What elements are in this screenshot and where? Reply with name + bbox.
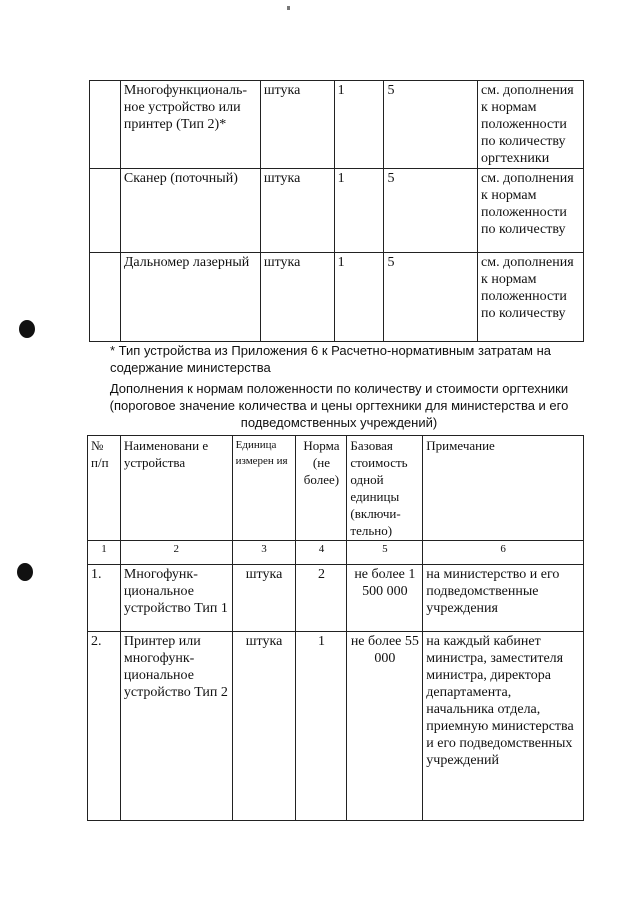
- table-row: [90, 253, 584, 342]
- header-note: Примечание: [423, 436, 584, 541]
- device-name-cell: Принтер или многофунк-циональное устройство Тип 2: [120, 632, 232, 821]
- column-number: 3: [232, 541, 296, 565]
- section-title: Дополнения к нормам положенности по количеству и стоимости оргтехники (пороговое значение количества и цены оргтехники для министерства и его подведомственных учреждений): [109, 381, 569, 430]
- unit-cell: штука: [260, 81, 334, 169]
- equipment-supplement-table: [87, 435, 584, 821]
- header-norm: Норма (не более): [296, 436, 347, 541]
- note-cell: см. дополнения к нормам положенности по количеству: [478, 169, 584, 253]
- table-row: [88, 632, 584, 821]
- header-price: Базовая стоимость одной единицы (включи-тельно): [347, 436, 423, 541]
- punch-hole-mark: [19, 320, 35, 338]
- price-cell: 5: [384, 253, 478, 342]
- table-row: [90, 169, 584, 253]
- note-cell: см. дополнения к нормам положенности по количеству: [478, 253, 584, 342]
- column-number: 6: [423, 541, 584, 565]
- header-number: № п/п: [88, 436, 121, 541]
- price-cell: не более 1 500 000: [347, 565, 423, 632]
- table-row: [90, 81, 584, 169]
- unit-cell: штука: [260, 169, 334, 253]
- row-number-cell: 1.: [88, 565, 121, 632]
- column-number: 1: [88, 541, 121, 565]
- device-name-cell: Дальномер лазерный: [120, 253, 260, 342]
- price-cell: 5: [384, 81, 478, 169]
- price-cell: не более 55 000: [347, 632, 423, 821]
- punch-hole-mark: [17, 563, 33, 581]
- device-name-cell: Многофункциональ-ное устройство или принтер (Тип 2)*: [120, 81, 260, 169]
- equipment-norms-table: [89, 80, 584, 342]
- norm-cell: 1: [334, 169, 384, 253]
- note-cell: см. дополнения к нормам положенности по количеству оргтехники: [478, 81, 584, 169]
- norm-cell: 2: [296, 565, 347, 632]
- scan-speck: [287, 6, 290, 10]
- norm-cell: 1: [334, 81, 384, 169]
- unit-cell: штука: [232, 632, 296, 821]
- norm-cell: 1: [296, 632, 347, 821]
- unit-cell: штука: [232, 565, 296, 632]
- row-number-cell: [90, 81, 121, 169]
- row-number-cell: [90, 253, 121, 342]
- norm-cell: 1: [334, 253, 384, 342]
- price-cell: 5: [384, 169, 478, 253]
- row-number-cell: 2.: [88, 632, 121, 821]
- note-cell: на каждый кабинет министра, заместителя министра, директора департамента, начальника отдела, приемную министерства и его подведомственных учреждений: [423, 632, 584, 821]
- footnote: * Тип устройства из Приложения 6 к Расчетно-нормативным затратам на содержание министерства: [110, 343, 552, 375]
- device-name-cell: Сканер (поточный): [120, 169, 260, 253]
- header-unit: Единица измерен ия: [232, 436, 296, 541]
- table-header-row: [88, 436, 584, 541]
- column-number: 5: [347, 541, 423, 565]
- device-name-cell: Многофунк-циональное устройство Тип 1: [120, 565, 232, 632]
- column-number: 4: [296, 541, 347, 565]
- unit-cell: штука: [260, 253, 334, 342]
- row-number-cell: [90, 169, 121, 253]
- note-cell: на министерство и его подведомственные учреждения: [423, 565, 584, 632]
- column-number: 2: [120, 541, 232, 565]
- header-device-name: Наименовани е устройства: [120, 436, 232, 541]
- column-number-row: [88, 541, 584, 565]
- table-row: [88, 565, 584, 632]
